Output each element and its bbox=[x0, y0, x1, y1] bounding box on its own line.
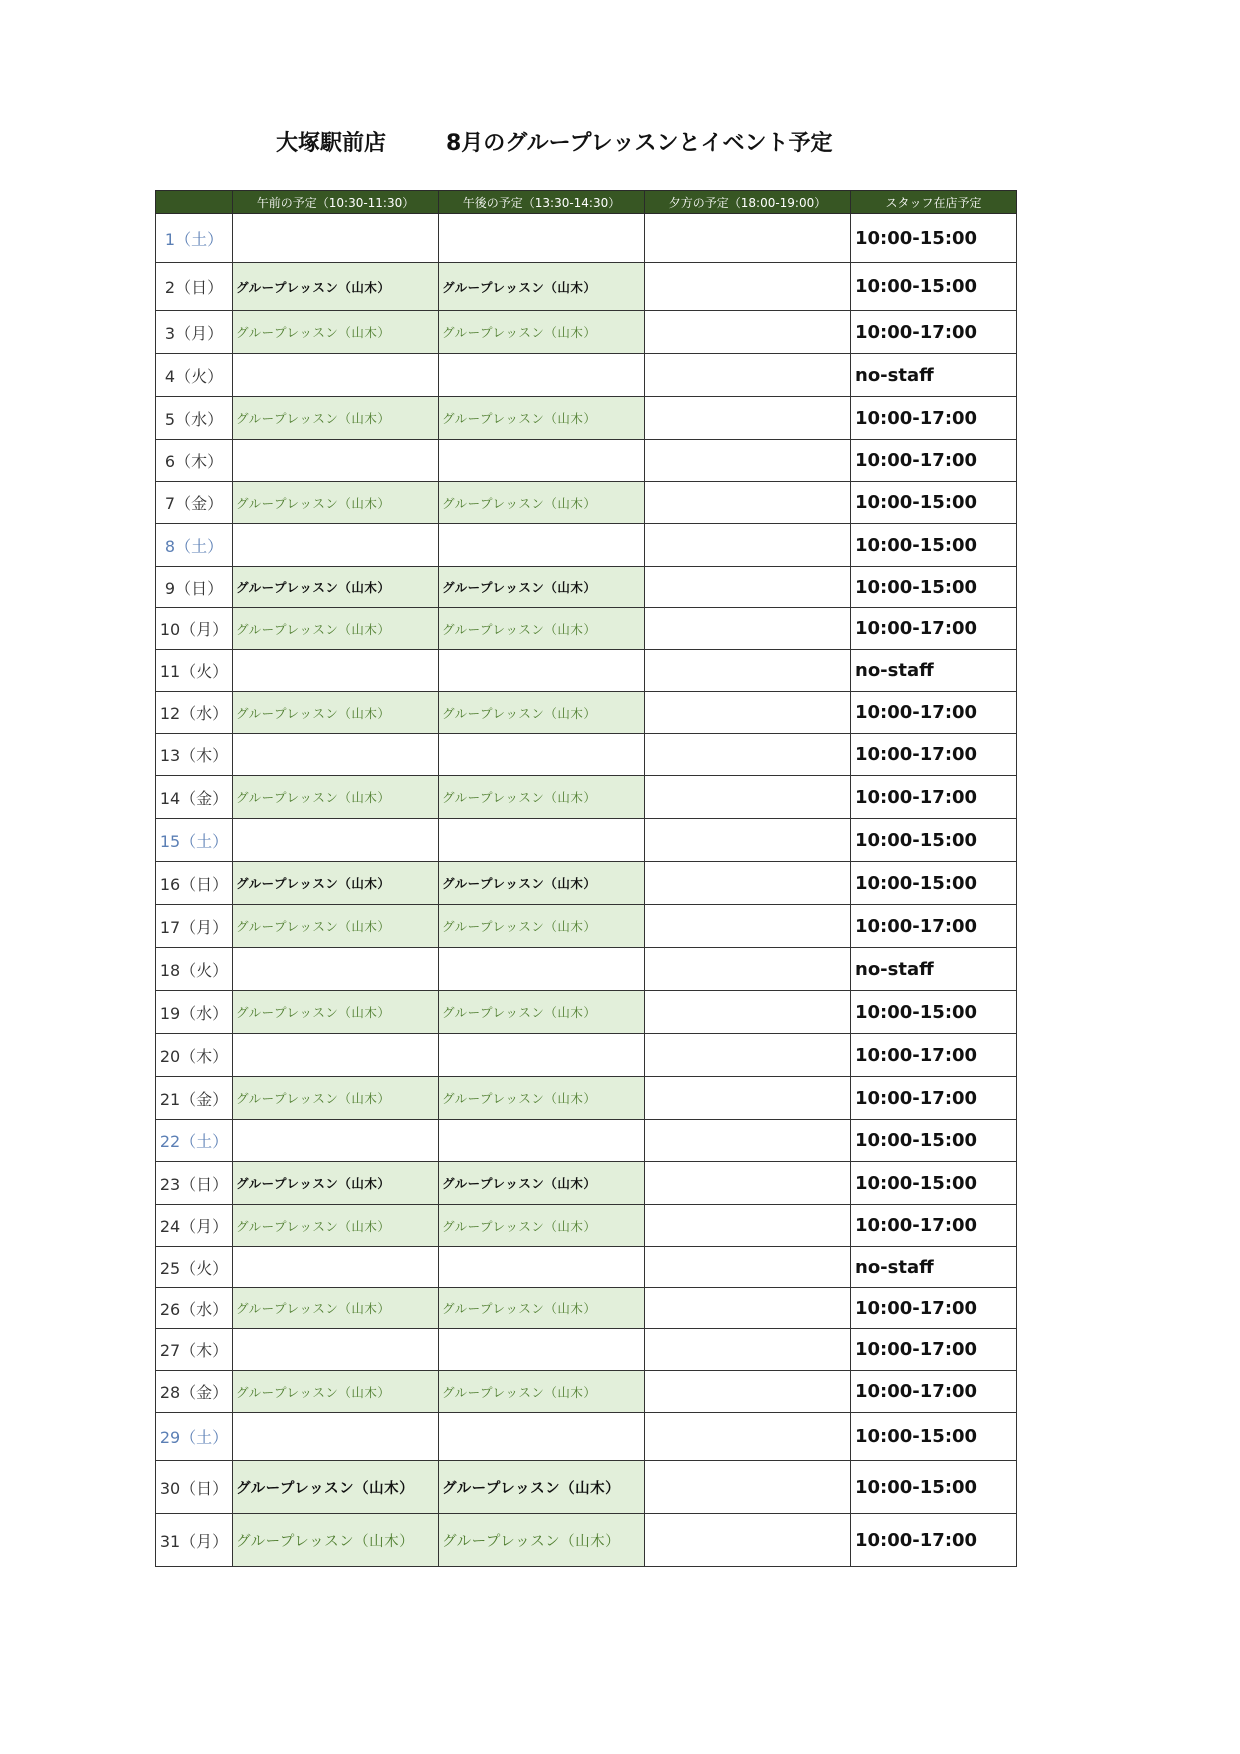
afternoon-cell bbox=[439, 440, 645, 482]
evening-cell bbox=[645, 1514, 851, 1567]
table-row bbox=[156, 819, 1017, 862]
afternoon-cell: グループレッスン（山木） bbox=[439, 263, 645, 311]
date-cell: 14（金） bbox=[156, 776, 233, 819]
evening-cell bbox=[645, 1413, 851, 1461]
date-cell: 24（月） bbox=[156, 1205, 233, 1247]
table-row bbox=[156, 567, 1017, 608]
evening-cell bbox=[645, 1162, 851, 1205]
afternoon-cell: グループレッスン（山木） bbox=[439, 1514, 645, 1567]
afternoon-cell bbox=[439, 1413, 645, 1461]
morning-cell: グループレッスン（山木） bbox=[233, 862, 439, 905]
afternoon-cell: グループレッスン（山木） bbox=[439, 991, 645, 1034]
afternoon-cell bbox=[439, 948, 645, 991]
evening-cell bbox=[645, 354, 851, 397]
staff-hours-cell: 10:00-15:00 bbox=[851, 1413, 1017, 1461]
schedule-body bbox=[156, 214, 1017, 1567]
header-staff: スタッフ在店予定 bbox=[851, 191, 1017, 214]
morning-cell bbox=[233, 524, 439, 567]
evening-cell bbox=[645, 905, 851, 948]
date-cell: 1（土） bbox=[156, 214, 233, 263]
staff-hours-cell: 10:00-17:00 bbox=[851, 397, 1017, 440]
evening-cell bbox=[645, 1288, 851, 1329]
morning-cell bbox=[233, 819, 439, 862]
evening-cell bbox=[645, 734, 851, 776]
table-row bbox=[156, 991, 1017, 1034]
table-row bbox=[156, 862, 1017, 905]
date-cell: 30（日） bbox=[156, 1461, 233, 1514]
morning-cell bbox=[233, 1329, 439, 1371]
header-evening: 夕方の予定（18:00-19:00） bbox=[645, 191, 851, 214]
evening-cell bbox=[645, 776, 851, 819]
date-cell: 5（水） bbox=[156, 397, 233, 440]
evening-cell bbox=[645, 1120, 851, 1162]
table-row bbox=[156, 482, 1017, 524]
date-cell: 7（金） bbox=[156, 482, 233, 524]
staff-hours-cell: 10:00-17:00 bbox=[851, 1371, 1017, 1413]
header-morning: 午前の予定（10:30-11:30） bbox=[233, 191, 439, 214]
afternoon-cell bbox=[439, 1247, 645, 1288]
date-cell: 15（土） bbox=[156, 819, 233, 862]
evening-cell bbox=[645, 397, 851, 440]
date-cell: 12（水） bbox=[156, 692, 233, 734]
afternoon-cell: グループレッスン（山木） bbox=[439, 397, 645, 440]
evening-cell bbox=[645, 567, 851, 608]
staff-hours-cell: 10:00-15:00 bbox=[851, 991, 1017, 1034]
table-row bbox=[156, 1077, 1017, 1120]
morning-cell bbox=[233, 1120, 439, 1162]
staff-hours-cell: 10:00-15:00 bbox=[851, 524, 1017, 567]
date-cell: 3（月） bbox=[156, 311, 233, 354]
staff-hours-cell: 10:00-17:00 bbox=[851, 776, 1017, 819]
date-cell: 21（金） bbox=[156, 1077, 233, 1120]
evening-cell bbox=[645, 1329, 851, 1371]
table-row bbox=[156, 263, 1017, 311]
afternoon-cell bbox=[439, 819, 645, 862]
morning-cell: グループレッスン（山木） bbox=[233, 905, 439, 948]
afternoon-cell: グループレッスン（山木） bbox=[439, 1461, 645, 1514]
staff-hours-cell: 10:00-17:00 bbox=[851, 1077, 1017, 1120]
evening-cell bbox=[645, 948, 851, 991]
afternoon-cell bbox=[439, 524, 645, 567]
afternoon-cell bbox=[439, 650, 645, 692]
table-row bbox=[156, 1288, 1017, 1329]
afternoon-cell: グループレッスン（山木） bbox=[439, 1288, 645, 1329]
date-cell: 20（木） bbox=[156, 1034, 233, 1077]
date-cell: 6（木） bbox=[156, 440, 233, 482]
date-cell: 26（水） bbox=[156, 1288, 233, 1329]
staff-hours-cell: 10:00-17:00 bbox=[851, 1205, 1017, 1247]
header-row bbox=[156, 191, 1017, 214]
morning-cell bbox=[233, 650, 439, 692]
table-row bbox=[156, 1247, 1017, 1288]
morning-cell: グループレッスン（山木） bbox=[233, 991, 439, 1034]
date-cell: 17（月） bbox=[156, 905, 233, 948]
table-row bbox=[156, 650, 1017, 692]
header-afternoon: 午後の予定（13:30-14:30） bbox=[439, 191, 645, 214]
date-cell: 10（月） bbox=[156, 608, 233, 650]
evening-cell bbox=[645, 440, 851, 482]
afternoon-cell: グループレッスン（山木） bbox=[439, 776, 645, 819]
staff-hours-cell: no-staff bbox=[851, 948, 1017, 991]
table-row bbox=[156, 734, 1017, 776]
table-row bbox=[156, 354, 1017, 397]
afternoon-cell: グループレッスン（山木） bbox=[439, 905, 645, 948]
staff-hours-cell: no-staff bbox=[851, 1247, 1017, 1288]
morning-cell: グループレッスン（山木） bbox=[233, 1205, 439, 1247]
evening-cell bbox=[645, 1371, 851, 1413]
morning-cell bbox=[233, 440, 439, 482]
staff-hours-cell: 10:00-17:00 bbox=[851, 905, 1017, 948]
table-row bbox=[156, 440, 1017, 482]
table-row bbox=[156, 948, 1017, 991]
morning-cell: グループレッスン（山木） bbox=[233, 311, 439, 354]
evening-cell bbox=[645, 608, 851, 650]
morning-cell bbox=[233, 1413, 439, 1461]
staff-hours-cell: 10:00-15:00 bbox=[851, 1120, 1017, 1162]
staff-hours-cell: 10:00-17:00 bbox=[851, 1288, 1017, 1329]
morning-cell: グループレッスン（山木） bbox=[233, 776, 439, 819]
date-cell: 19（水） bbox=[156, 991, 233, 1034]
date-cell: 23（日） bbox=[156, 1162, 233, 1205]
evening-cell bbox=[645, 1034, 851, 1077]
table-row bbox=[156, 608, 1017, 650]
afternoon-cell: グループレッスン（山木） bbox=[439, 608, 645, 650]
evening-cell bbox=[645, 214, 851, 263]
afternoon-cell: グループレッスン（山木） bbox=[439, 692, 645, 734]
afternoon-cell: グループレッスン（山木） bbox=[439, 567, 645, 608]
table-row bbox=[156, 1205, 1017, 1247]
table-row bbox=[156, 692, 1017, 734]
table-row bbox=[156, 1034, 1017, 1077]
date-cell: 28（金） bbox=[156, 1371, 233, 1413]
staff-hours-cell: 10:00-15:00 bbox=[851, 567, 1017, 608]
evening-cell bbox=[645, 1461, 851, 1514]
table-row bbox=[156, 1162, 1017, 1205]
staff-hours-cell: 10:00-15:00 bbox=[851, 263, 1017, 311]
date-cell: 27（木） bbox=[156, 1329, 233, 1371]
staff-hours-cell: 10:00-17:00 bbox=[851, 440, 1017, 482]
staff-hours-cell: 10:00-17:00 bbox=[851, 734, 1017, 776]
staff-hours-cell: 10:00-15:00 bbox=[851, 482, 1017, 524]
morning-cell: グループレッスン（山木） bbox=[233, 567, 439, 608]
morning-cell bbox=[233, 354, 439, 397]
staff-hours-cell: 10:00-15:00 bbox=[851, 1162, 1017, 1205]
date-cell: 18（火） bbox=[156, 948, 233, 991]
table-row bbox=[156, 311, 1017, 354]
staff-hours-cell: 10:00-15:00 bbox=[851, 1461, 1017, 1514]
staff-hours-cell: no-staff bbox=[851, 650, 1017, 692]
afternoon-cell: グループレッスン（山木） bbox=[439, 862, 645, 905]
morning-cell bbox=[233, 214, 439, 263]
date-cell: 9（日） bbox=[156, 567, 233, 608]
evening-cell bbox=[645, 524, 851, 567]
morning-cell: グループレッスン（山木） bbox=[233, 482, 439, 524]
evening-cell bbox=[645, 1247, 851, 1288]
schedule-heading: 8月のグループレッスンとイベント予定 bbox=[446, 131, 833, 156]
morning-cell: グループレッスン（山木） bbox=[233, 1162, 439, 1205]
staff-hours-cell: 10:00-15:00 bbox=[851, 214, 1017, 263]
morning-cell: グループレッスン（山木） bbox=[233, 263, 439, 311]
staff-hours-cell: 10:00-17:00 bbox=[851, 608, 1017, 650]
evening-cell bbox=[645, 311, 851, 354]
morning-cell: グループレッスン（山木） bbox=[233, 397, 439, 440]
afternoon-cell bbox=[439, 734, 645, 776]
staff-hours-cell: 10:00-15:00 bbox=[851, 862, 1017, 905]
evening-cell bbox=[645, 819, 851, 862]
table-row bbox=[156, 776, 1017, 819]
morning-cell: グループレッスン（山木） bbox=[233, 608, 439, 650]
morning-cell bbox=[233, 1247, 439, 1288]
morning-cell: グループレッスン（山木） bbox=[233, 1514, 439, 1567]
table-row bbox=[156, 1329, 1017, 1371]
table-row bbox=[156, 524, 1017, 567]
table-row bbox=[156, 214, 1017, 263]
date-cell: 16（日） bbox=[156, 862, 233, 905]
date-cell: 13（木） bbox=[156, 734, 233, 776]
table-row bbox=[156, 905, 1017, 948]
morning-cell bbox=[233, 734, 439, 776]
staff-hours-cell: 10:00-17:00 bbox=[851, 692, 1017, 734]
staff-hours-cell: 10:00-17:00 bbox=[851, 311, 1017, 354]
schedule-table bbox=[155, 190, 1017, 1567]
date-cell: 29（土） bbox=[156, 1413, 233, 1461]
table-row bbox=[156, 1413, 1017, 1461]
morning-cell: グループレッスン（山木） bbox=[233, 1077, 439, 1120]
morning-cell bbox=[233, 948, 439, 991]
evening-cell bbox=[645, 263, 851, 311]
staff-hours-cell: 10:00-17:00 bbox=[851, 1034, 1017, 1077]
date-cell: 4（火） bbox=[156, 354, 233, 397]
afternoon-cell: グループレッスン（山木） bbox=[439, 1162, 645, 1205]
evening-cell bbox=[645, 862, 851, 905]
date-cell: 8（土） bbox=[156, 524, 233, 567]
store-name: 大塚駅前店 bbox=[276, 131, 387, 156]
morning-cell bbox=[233, 1034, 439, 1077]
date-cell: 22（土） bbox=[156, 1120, 233, 1162]
afternoon-cell: グループレッスン（山木） bbox=[439, 311, 645, 354]
morning-cell: グループレッスン（山木） bbox=[233, 1371, 439, 1413]
staff-hours-cell: 10:00-17:00 bbox=[851, 1329, 1017, 1371]
header-date bbox=[156, 191, 233, 214]
evening-cell bbox=[645, 991, 851, 1034]
morning-cell: グループレッスン（山木） bbox=[233, 1461, 439, 1514]
morning-cell: グループレッスン（山木） bbox=[233, 1288, 439, 1329]
date-cell: 11（火） bbox=[156, 650, 233, 692]
afternoon-cell: グループレッスン（山木） bbox=[439, 1205, 645, 1247]
evening-cell bbox=[645, 1077, 851, 1120]
staff-hours-cell: 10:00-17:00 bbox=[851, 1514, 1017, 1567]
afternoon-cell bbox=[439, 1329, 645, 1371]
afternoon-cell: グループレッスン（山木） bbox=[439, 1077, 645, 1120]
afternoon-cell: グループレッスン（山木） bbox=[439, 1371, 645, 1413]
date-cell: 2（日） bbox=[156, 263, 233, 311]
table-row bbox=[156, 1371, 1017, 1413]
afternoon-cell bbox=[439, 1034, 645, 1077]
evening-cell bbox=[645, 1205, 851, 1247]
staff-hours-cell: no-staff bbox=[851, 354, 1017, 397]
evening-cell bbox=[645, 650, 851, 692]
evening-cell bbox=[645, 482, 851, 524]
evening-cell bbox=[645, 692, 851, 734]
morning-cell: グループレッスン（山木） bbox=[233, 692, 439, 734]
afternoon-cell bbox=[439, 1120, 645, 1162]
date-cell: 31（月） bbox=[156, 1514, 233, 1567]
afternoon-cell: グループレッスン（山木） bbox=[439, 482, 645, 524]
table-row bbox=[156, 1514, 1017, 1567]
page-title bbox=[0, 126, 1240, 162]
date-cell: 25（火） bbox=[156, 1247, 233, 1288]
table-row bbox=[156, 397, 1017, 440]
afternoon-cell bbox=[439, 214, 645, 263]
table-row bbox=[156, 1461, 1017, 1514]
staff-hours-cell: 10:00-15:00 bbox=[851, 819, 1017, 862]
table-row bbox=[156, 1120, 1017, 1162]
afternoon-cell bbox=[439, 354, 645, 397]
